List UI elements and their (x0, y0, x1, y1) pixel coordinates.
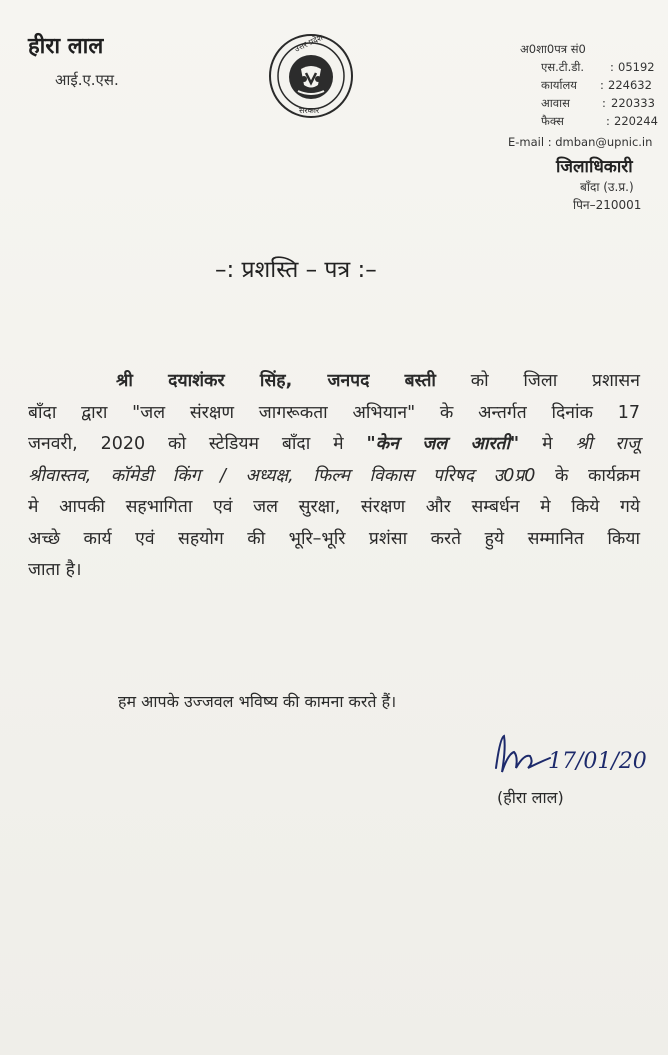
contact-label-std: एस.टी.डी. (541, 60, 585, 74)
body-line: बॉंदा द्वारा "जल संरक्षण जागरूकता अभियान" के अन्तर्गत दिनांक 17 (28, 402, 640, 423)
certificate-body (28, 366, 640, 587)
handwritten-signature (484, 728, 664, 788)
contact-value-std: 05192 (618, 60, 655, 74)
contact-label-residence: आवास (541, 96, 570, 110)
contact-value-residence: 220333 (611, 96, 655, 110)
body-line: जाता है। (28, 560, 82, 580)
body-line: अच्छे कार्य एवं सहयोग की भूरि–भूरि प्रशंसा करते हुये सम्मानित किया (28, 528, 640, 549)
closing-line: हम आपके उज्जवल भविष्य की कामना करते हैं। (118, 692, 397, 711)
officer-name: हीरा लाल (28, 34, 104, 59)
contact-label-office: कार्यालय (541, 78, 577, 92)
body-line: श्रीवास्तव, कॉमेडी किंग / अध्यक्ष, फिल्म विकास परिषद उ0प्र0 के कार्यक्रम (28, 465, 640, 486)
office-pin: पिन–210001 (573, 198, 642, 212)
letter-page: हीरा लाल आई.ए.एस. उत्तर प्रदेश सरकार अ0शा0पत्र सं0 एस.टी.डी. : 05192 कार्यालय : 224632 आवास : 220333 फैक्स : 220244 E-mail : dmban@upnic.in जिलाधिकारी बॉंदा (उ.प्र.) पिन–210001 –: प्रशस्ति – पत्र :– श्री दयाशंकर सिंह, जनपद बस्ती को जिला प्रशासन बॉंदा द्वारा "जल संरक्षण जागरूकता अभियान" के अन्तर्गत दिनांक 17 जनवरी, 2020 को स्टेडियम बॉंदा मे "केन जल आरती" मे श्री राजू श्रीवास्तव, कॉमेडी किंग / अध्यक्ष, फिल्म विकास परिषद उ0प्र0 के कार्यक्रम मे आपकी सहभागिता एवं जल सुरक्षा, संरक्षण और सम्बर्धन मे किये गये अच्छे कार्य एवं सहयोग की भूरि–भूरि प्रशंसा करते हुये सम्मानित किया जाता है। हम आपके उज्जवल भविष्य की कामना करते हैं। 17/01/20 (हीरा लाल) (0, 0, 668, 1055)
certificate-title: –: प्रशस्ति – पत्र :– (215, 257, 377, 283)
event-name: "केन जल आरती" (366, 434, 520, 454)
contact-value-fax: 220244 (614, 114, 658, 128)
body-line: जनवरी, 2020 को स्टेडियम बॉंदा मे "केन जल आरती" मे श्री राजू (28, 434, 640, 454)
emblem-bottom-text: सरकार (299, 106, 320, 115)
office-district: बॉंदा (उ.प्र.) (580, 180, 634, 194)
up-government-emblem-icon (268, 33, 354, 119)
office-designation: जिलाधिकारी (556, 157, 633, 177)
officer-cadre: आई.ए.एस. (55, 71, 119, 89)
emblem-top-text: उत्तर प्रदेश (293, 33, 325, 54)
signatory-name: (हीरा लाल) (497, 788, 564, 807)
contact-label-fax: फैक्स (541, 114, 564, 128)
contact-value-office: 224632 (608, 78, 652, 92)
contact-email: E-mail : dmban@upnic.in (508, 135, 653, 149)
signature-date: 17/01/20 (548, 749, 647, 774)
body-line: मे आपकी सहभागिता एवं जल सुरक्षा, संरक्षण और सम्बर्धन मे किये गये (28, 497, 640, 517)
body-line: श्री दयाशंकर सिंह, जनपद बस्ती को जिला प्रशासन (116, 371, 640, 391)
recipient-name: श्री दयाशंकर सिंह, जनपद बस्ती (116, 371, 436, 391)
letter-reference: अ0शा0पत्र सं0 (520, 42, 586, 56)
